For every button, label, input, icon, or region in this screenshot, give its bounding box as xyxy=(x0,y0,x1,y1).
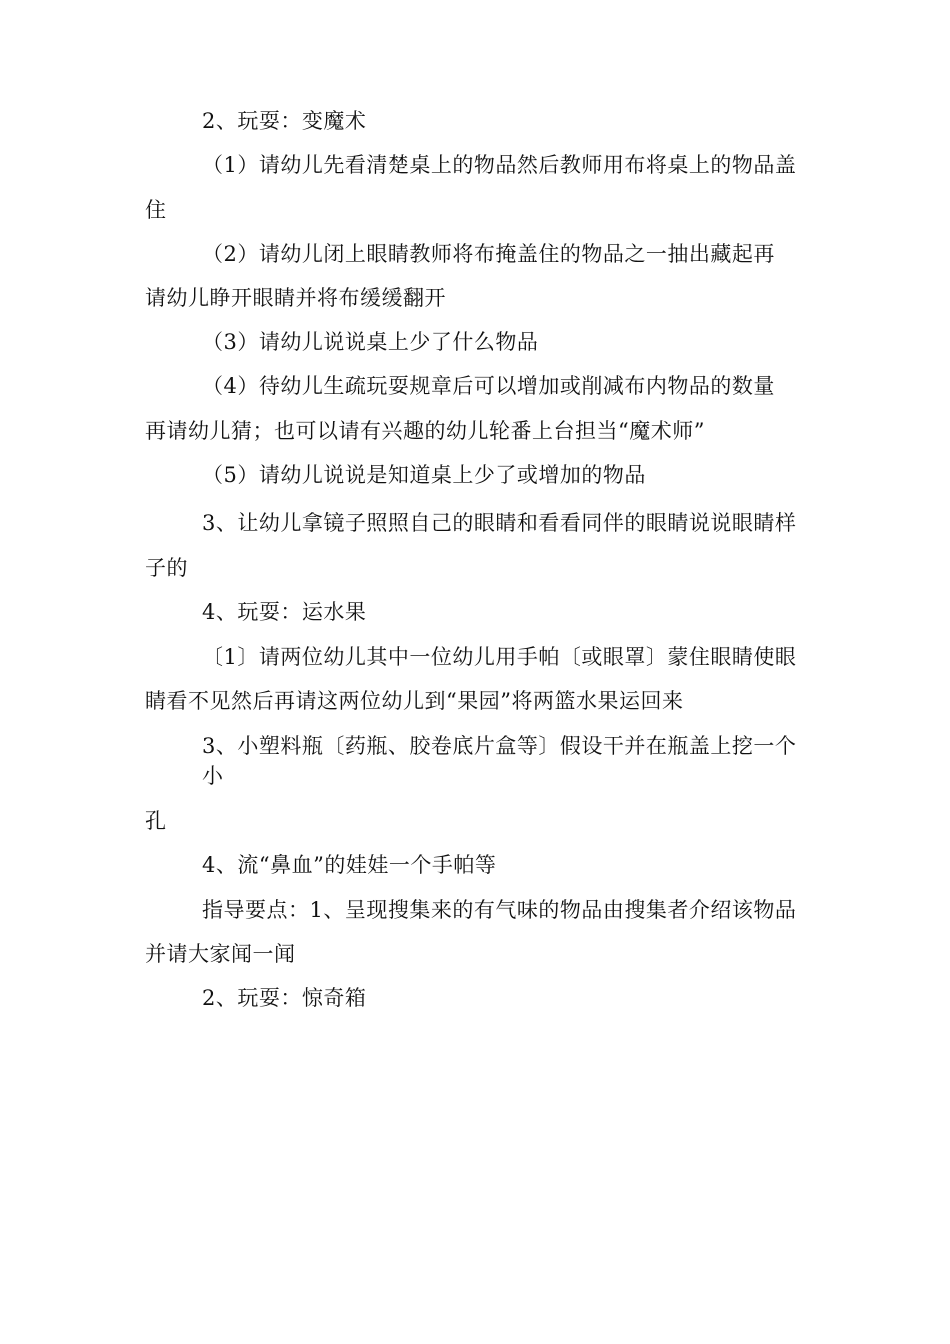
text-line: 孔 xyxy=(145,809,167,833)
text-line: 睛看不见然后再请这两位幼儿到“果园”将两篮水果运回来 xyxy=(145,689,684,713)
text-line: 3、让幼儿拿镜子照照自己的眼睛和看看同伴的眼睛说说眼睛样 xyxy=(202,511,797,535)
text-line: 〔1〕请两位幼儿其中一位幼儿用手帕〔或眼罩〕蒙住眼睛使眼 xyxy=(202,645,797,669)
text-line: （3）请幼儿说说桌上少了什么物品 xyxy=(202,330,539,354)
text-line: 请幼儿睁开眼睛并将布缓缓翻开 xyxy=(145,286,446,310)
text-line: （2）请幼儿闭上眼睛教师将布掩盖住的物品之一抽出藏起再 xyxy=(202,242,775,266)
text-line: 再请幼儿猜；也可以请有兴趣的幼儿轮番上台担当“魔术师” xyxy=(145,419,705,443)
text-line: 4、玩耍：运水果 xyxy=(202,600,367,624)
text-line: 3、小塑料瓶〔药瓶、胶卷底片盒等〕假设干并在瓶盖上挖一个 xyxy=(202,734,797,758)
text-line: 小 xyxy=(202,764,224,788)
text-line: 指导要点：1、呈现搜集来的有气味的物品由搜集者介绍该物品 xyxy=(202,898,797,922)
text-line: 4、流“鼻血”的娃娃一个手帕等 xyxy=(202,853,497,877)
text-line: 2、玩耍：惊奇箱 xyxy=(202,986,367,1010)
text-line: 子的 xyxy=(145,556,188,580)
text-line: （5）请幼儿说说是知道桌上少了或增加的物品 xyxy=(202,463,646,487)
text-line: （4）待幼儿生疏玩耍规章后可以增加或削减布内物品的数量 xyxy=(202,374,775,398)
text-line: （1）请幼儿先看清楚桌上的物品然后教师用布将桌上的物品盖 xyxy=(202,153,797,177)
text-line: 住 xyxy=(145,198,167,222)
text-line: 2、玩耍：变魔术 xyxy=(202,109,367,133)
text-line: 并请大家闻一闻 xyxy=(145,942,296,966)
